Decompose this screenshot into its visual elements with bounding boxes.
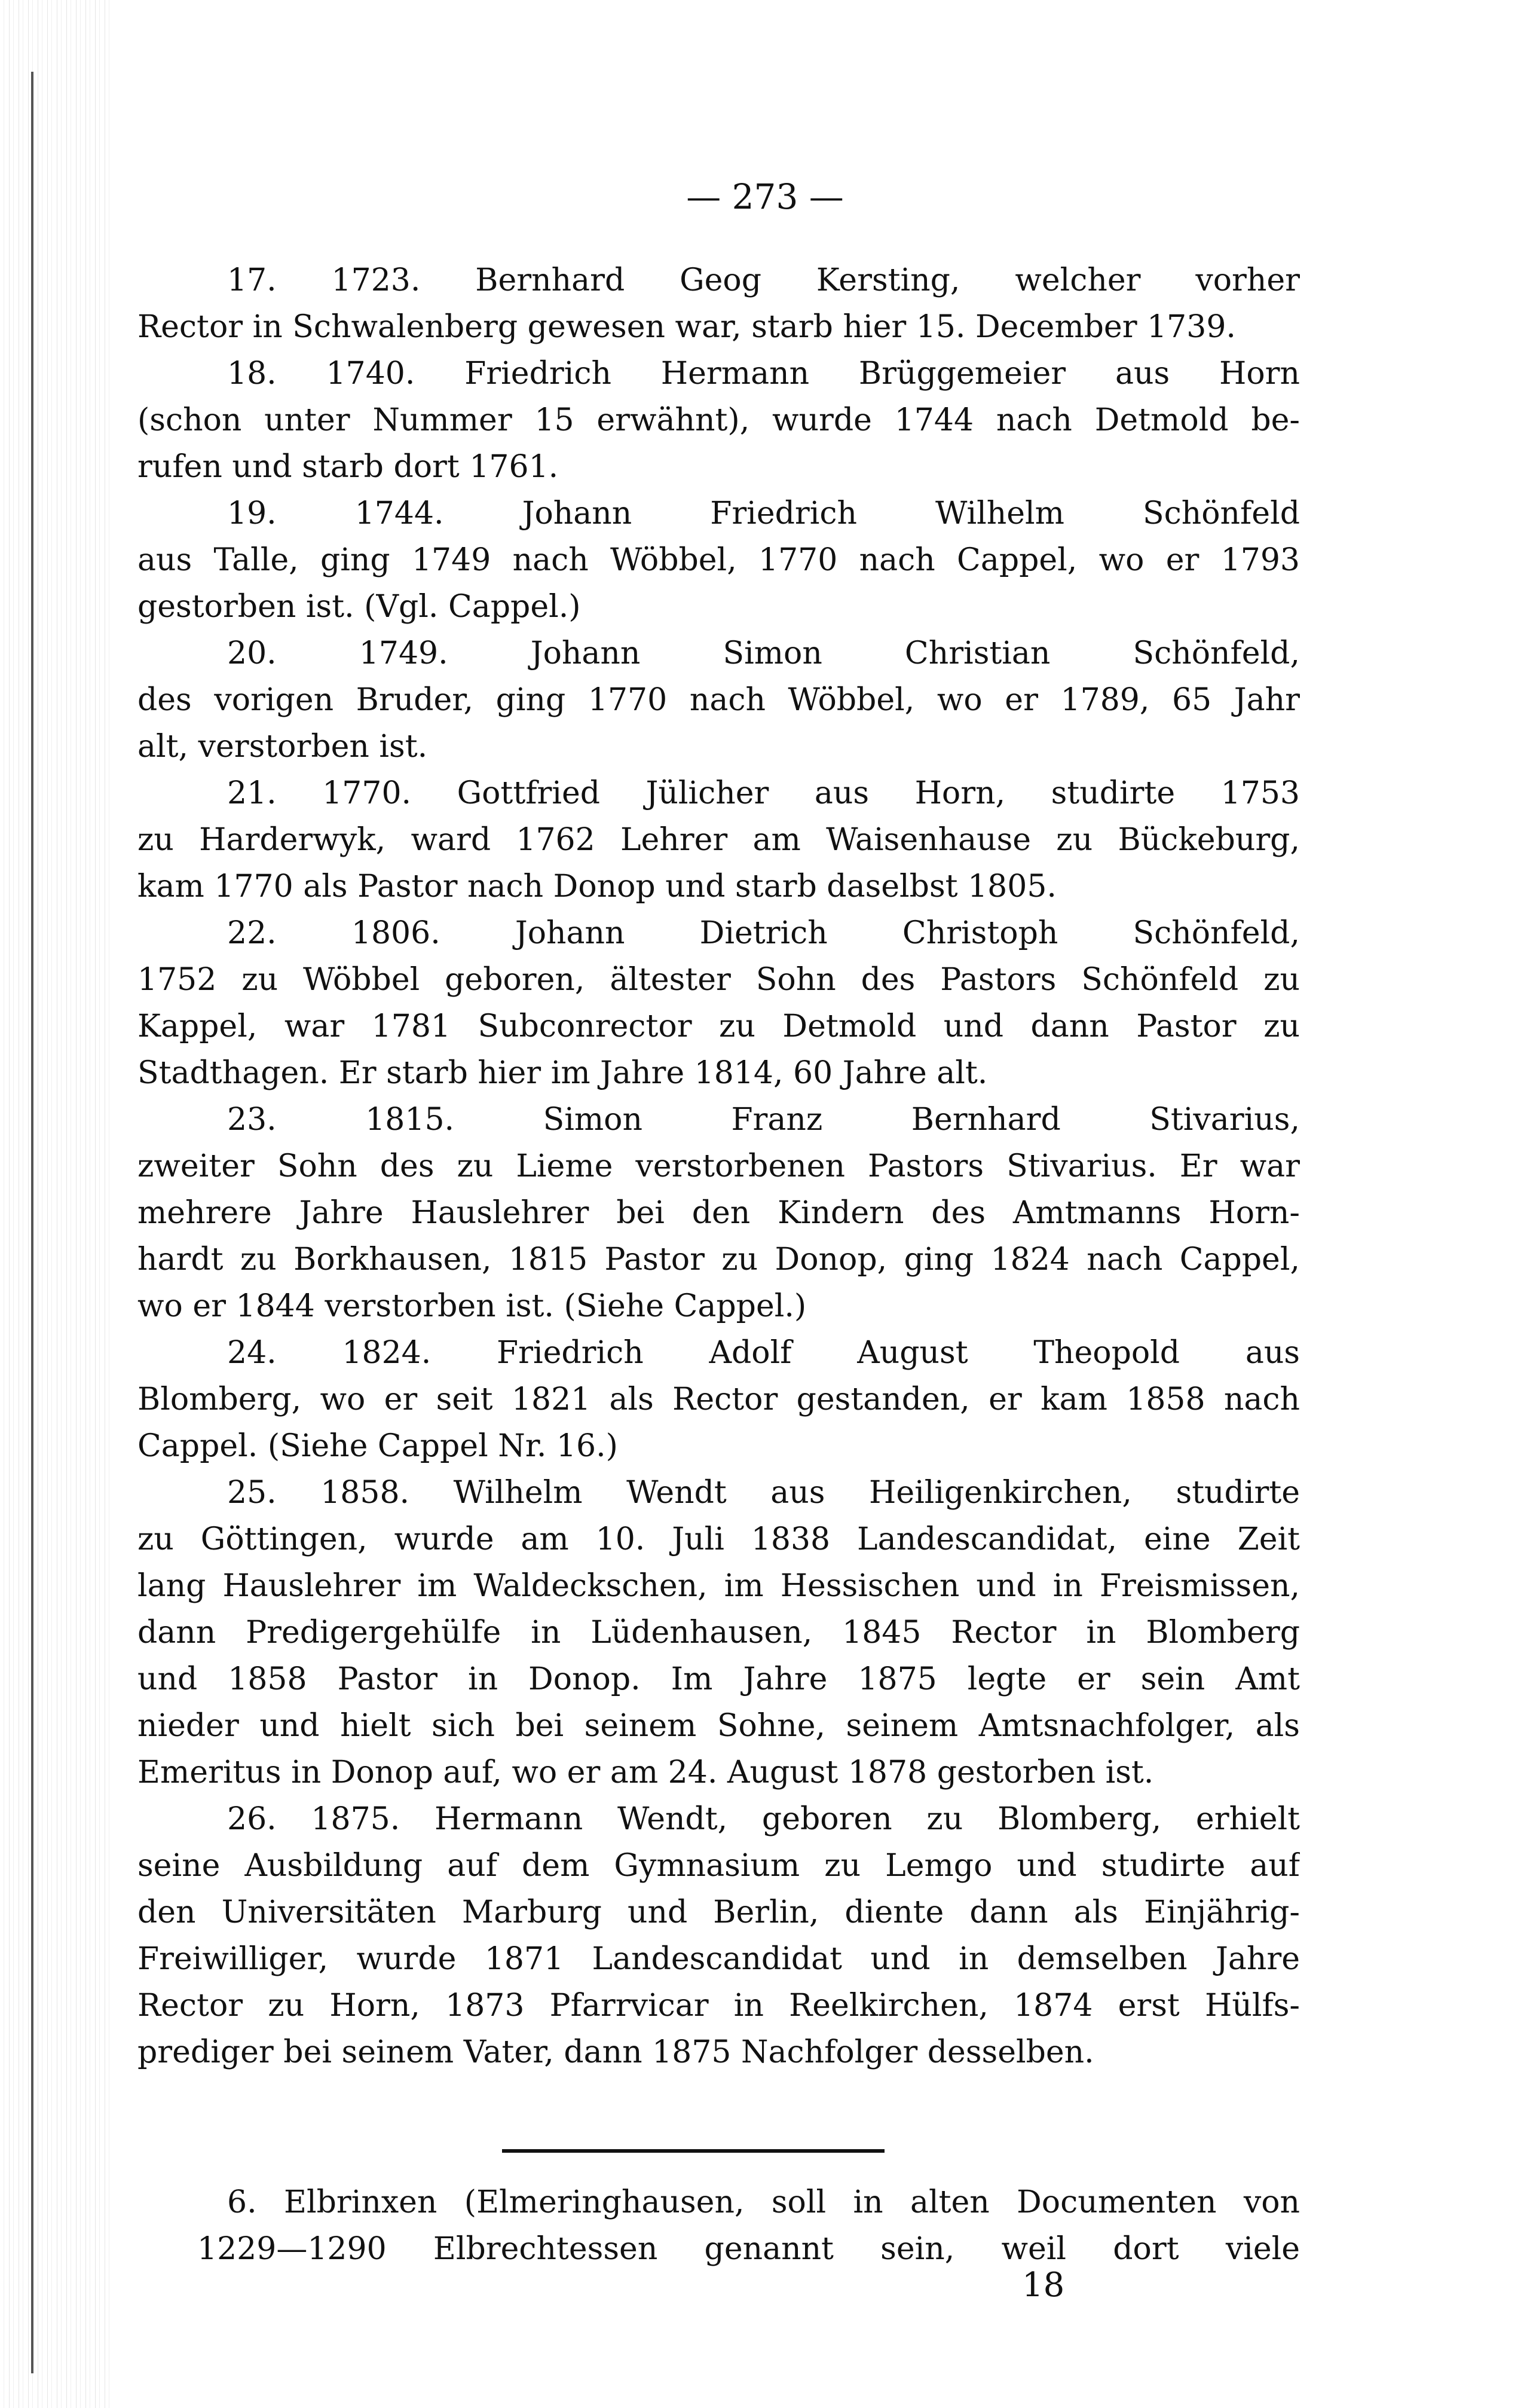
text-line: Cappel. (Siehe Cappel Nr. 16.) [137,1428,618,1464]
text-line: dann Predigergehülfe in Lüdenhausen, 1845 Rector in Blomberg [137,1615,1300,1651]
signature-mark: 18 [1022,2266,1065,2305]
text-line: seine Ausbildung auf dem Gymnasium zu Lemgo und studirte auf [137,1848,1300,1884]
text-line: 25. 1858. Wilhelm Wendt aus Heiligenkirchen, studirte [227,1475,1300,1511]
text-line: (schon unter Nummer 15 erwähnt), wurde 1744 nach Detmold be- [137,402,1300,438]
section-divider [502,2149,885,2153]
text-line: den Universitäten Marburg und Berlin, diente dann als Einjährig- [137,1894,1300,1930]
section-elbrinxen [137,2179,1300,2272]
text-line: Freiwilliger, wurde 1871 Landescandidat und in demselben Jahre [137,1941,1300,1977]
text-line: und 1858 Pastor in Donop. Im Jahre 1875 legte er sein Amt [137,1661,1300,1697]
text-line: 18. 1740. Friedrich Hermann Brüggemeier aus Horn [227,356,1300,392]
entry-paragraph [137,770,1300,910]
text-line: gestorben ist. (Vgl. Cappel.) [137,589,581,625]
text-line: 26. 1875. Hermann Wendt, geboren zu Blomberg, erhielt [227,1801,1300,1837]
text-line: kam 1770 als Pastor nach Donop und starb daselbst 1805. [137,869,1057,904]
page-number-header: — 273 — [686,176,844,217]
text-line: Rector in Schwalenberg gewesen war, starb hier 15. December 1739. [137,309,1236,345]
text-line: 17. 1723. Bernhard Geog Kersting, welcher vorher [227,262,1300,298]
entry-paragraph [137,1469,1300,1796]
entry-paragraph [137,630,1300,770]
text-line: 20. 1749. Johann Simon Christian Schönfeld, [227,635,1300,671]
entry-paragraph [137,910,1300,1096]
entry-paragraph [137,1330,1300,1469]
text-line: Rector zu Horn, 1873 Pfarrvicar in Reelkirchen, 1874 erst Hülfs- [137,1988,1300,2024]
text-line: wo er 1844 verstorben ist. (Siehe Cappel.) [137,1288,807,1324]
text-line: 19. 1744. Johann Friedrich Wilhelm Schönfeld [227,496,1300,531]
text-line: Stadthagen. Er starb hier im Jahre 1814, 60 Jahre alt. [137,1055,988,1091]
entry-paragraph [137,350,1300,490]
section-line: 6. Elbrinxen (Elmeringhausen, soll in alten Documenten von [227,2184,1300,2220]
text-line: Blomberg, wo er seit 1821 als Rector gestanden, er kam 1858 nach [137,1382,1300,1417]
text-line: rufen und starb dort 1761. [137,449,559,485]
entry-paragraph [137,490,1300,630]
text-line: hardt zu Borkhausen, 1815 Pastor zu Donop, ging 1824 nach Cappel, [137,1242,1300,1278]
text-line: lang Hauslehrer im Waldeckschen, im Hessischen und in Freismissen, [137,1568,1300,1604]
entry-paragraph [137,1096,1300,1330]
entry-paragraph [137,1796,1300,2076]
text-line: 22. 1806. Johann Dietrich Christoph Schönfeld, [227,915,1300,951]
entry-paragraph [137,257,1300,350]
text-line: zweiter Sohn des zu Lieme verstorbenen Pastors Stivarius. Er war [137,1148,1300,1184]
page-gutter-line [31,72,33,2373]
text-line: Emeritus in Donop auf, wo er am 24. August 1878 gestorben ist. [137,1755,1154,1790]
text-line: prediger bei seinem Vater, dann 1875 Nachfolger desselben. [137,2034,1094,2070]
text-line: alt, verstorben ist. [137,729,428,765]
text-line: 21. 1770. Gottfried Jülicher aus Horn, studirte 1753 [227,775,1300,811]
scan-edge-noise [0,0,114,2408]
section-line: 1229—1290 Elbrechtessen genannt sein, weil dort viele [197,2231,1300,2267]
text-line: aus Talle, ging 1749 nach Wöbbel, 1770 nach Cappel, wo er 1793 [137,542,1300,578]
text-line: 23. 1815. Simon Franz Bernhard Stivarius, [227,1102,1300,1138]
text-line: nieder und hielt sich bei seinem Sohne, seinem Amtsnachfolger, als [137,1708,1300,1744]
text-line: zu Harderwyk, ward 1762 Lehrer am Waisenhause zu Bückeburg, [137,822,1300,858]
entries-list [137,257,1300,2076]
text-line: Kappel, war 1781 Subconrector zu Detmold und dann Pastor zu [137,1009,1300,1044]
text-line: 24. 1824. Friedrich Adolf August Theopold aus [227,1335,1300,1371]
text-line: mehrere Jahre Hauslehrer bei den Kindern des Amtmanns Horn- [137,1195,1300,1231]
text-line: 1752 zu Wöbbel geboren, ältester Sohn des Pastors Schönfeld zu [137,962,1300,998]
text-line: zu Göttingen, wurde am 10. Juli 1838 Landescandidat, eine Zeit [137,1521,1300,1557]
text-line: des vorigen Bruder, ging 1770 nach Wöbbel, wo er 1789, 65 Jahr [137,682,1300,718]
